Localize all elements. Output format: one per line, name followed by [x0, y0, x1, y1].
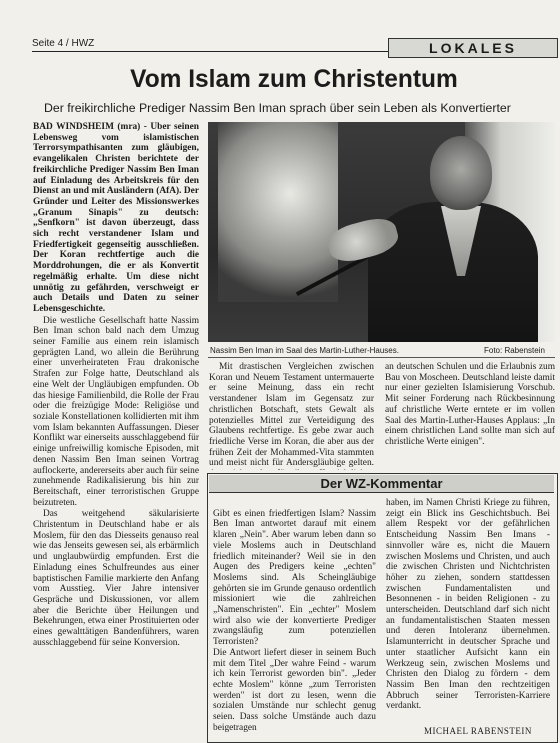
article-column-2: [209, 362, 374, 470]
headline: Vom Islam zum Christentum: [130, 65, 458, 93]
commentary-heading: Der WZ-Kommentar: [209, 475, 554, 493]
photo-caption: Nassim Ben Iman im Saal des Martin-Luther-Hauses.: [210, 346, 399, 355]
photo-credit: Foto: Rabenstein: [484, 346, 545, 355]
commentary-text-right: haben, im Namen Christi Kriege zu führen, zeigt ein Blick ins Geschichtsbuch. Bei allem Respekt vor der gefährlichen Entscheidung Nassim Ben Imans - sinnvoller wäre es, nicht die Mauern zwischen Moslems und Christen, und auch die zwischen Christen und Nichtchristen höher zu ziehen, sondern stattdessen zwischen Fundamentalisten und Besonnenen - in beiden Religionen - zu unterscheiden. Deutschland darf sich nicht an fundamentalistischen Staaten messen und deren Intoleranz übernehmen. Islamunterricht in deutscher Sprache und unter staatlicher Aufsicht kann ein Werkzeug sein, zwischen Moslems und Christen den Dialog zu fördern - dem Nassim Ben Iman den rechtzeitigen Abbruch seiner Terroristen-Karriere verdankt.: [386, 498, 550, 712]
article-paragraph-2: Das weitgehend säkularisierte Christentum in Deutschland habe er als Moslem, für den das Diesseits genauso real wie das Jenseits gewesen sei, als erbärmlich und unglaubwürdig empfunden. Erst die Einladung eines Schulfreundes aus einer baptistischen Familie markierte den Anfang vom Ausstieg. Vier Jahre intensiver Gespräche und Diskussionen, vor allem aber die Berichte über Heilungen und Bekehrungen, etwa einer Prostituierten oder eines gewalttätigen Bandenführers, waren ausschlaggebend für seine Konversion.: [33, 509, 199, 648]
article-column-1: [33, 122, 199, 739]
page-label: Seite 4 / HWZ: [32, 38, 95, 49]
commentary-column-left: [213, 498, 376, 736]
article-paragraph-3: Mit drastischen Vergleichen zwischen Koran und Neuem Testament untermauerte er seine Meinung, dass ein recht verstandener Islam im Gegensatz zur christlichen Botschaft, stets Gewalt als potenzielles Mittel zur Verteidigung des Glaubens rechtfertige. Es gebe zwar auch friedliche Verse im Koran, die aber aus der frühen Zeit der Mohammed-Vita stammten und meist nicht für Andersgläubige gelten.: [209, 362, 374, 469]
speaker-photo: [208, 122, 555, 342]
article-paragraph-4: an deutschen Schulen und die Erlaubnis zum Bau von Moscheen. Deutschland leiste damit nur einer gezielten Islamisierung Vorschub. Mit seiner Forderung nach Rückbesinnung auf christliche Werte erntete er im vollen Saal des Martin-Luther-Hauses Applaus: „In einem christlichen Land sollte man sich auf christliche Werte einigen".: [385, 362, 555, 447]
commentary-text-left: Gibt es einen friedfertigen Islam? Nassim Ben Iman antwortet darauf mit einem klaren „Nein". Aber warum leben dann so viele Moslems auch in Deutschland friedlich miteinander? Weil sie in den Augen des Predigers keine „echten" Moslems sind. Als Scheingläubige gehörten sie im Grunde genauso ordentlich missioniert wie die zahlreichen „Namenschristen". Ein „echter" Moslem wird also wie der konvertierte Prediger zwangsläufig zum potenziellen Terroristen? Die Antwort liefert dieser in seinem Buch mit dem Titel „Der wahre Feind - warum ich kein Terrorist geworden bin". „Jeder echte Moslem" könne „zum Terroristen werden" ist dort zu lesen, wenn die sozialen Umstände nur schlecht genug seien. Dass solche Umstände auch dazu beigetragen: [213, 508, 376, 733]
commentary-author: MICHAEL RABENSTEIN: [424, 726, 532, 736]
header-rule: [32, 51, 388, 52]
caption-rule: [208, 357, 555, 358]
commentary-column-right: [386, 498, 550, 724]
article-lead: BAD WINDSHEIM (mra) - Über seinen Lebensweg vom islamistischen Terrorsympathisanten zum gläubigen, evangelikalen Christen berichtete der freikirchliche Prediger Nassim Ben Iman auf Einladung des Arbeitskreis für den Dienst an und mit Ausländern (AfA). Der Gründer und Leiter des Missionswerkes „Granum Sinapis" zu deutsch: „Senfkorn" ist davon überzeugt, dass sich recht verstandener Islam und Friedfertigkeit gegenseitig ausschließen. Der Koran rechtfertige auch die Morddrohungen, die er als Konvertit regelmäßig erhalte. Um diese nicht unnötig zu gefährden, verschweigt er auch Details und Daten zu seiner Lebensgeschichte.: [33, 122, 199, 314]
section-label: LOKALES: [388, 38, 558, 58]
article-column-3: [385, 362, 555, 470]
article-paragraph-1: Die westliche Gesellschaft hatte Nassim Ben Iman schon bald nach dem Umzug seiner Familie aus einem rein islamisch geprägten Land, wo allein die Berührung einer unverheirateten Frau drakonische Strafen zur Folge hatte, Deutschland als eine Welt der Ungläubigen empfunden. Ob das hiesige Familienbild, die Rolle der Frau oder die freizügige Mode: Religiöse und soziale Konstellationen kollidierten mit ihm vom Islam bekannten Auffassungen. Dieser Konflikt war einerseits ausschlaggebend für einige unfreiwillig komische Episoden, mit denen Nassim Ben Iman seinen Vortrag auflockerte, andererseits aber auch für seine zunehmende Radikalisierung bis hin zur Bereitschaft, einer terroristischen Gruppe beizutreten.: [33, 315, 199, 508]
subheadline: Der freikirchliche Prediger Nassim Ben Iman sprach über sein Leben als Konvertierter: [44, 101, 511, 115]
